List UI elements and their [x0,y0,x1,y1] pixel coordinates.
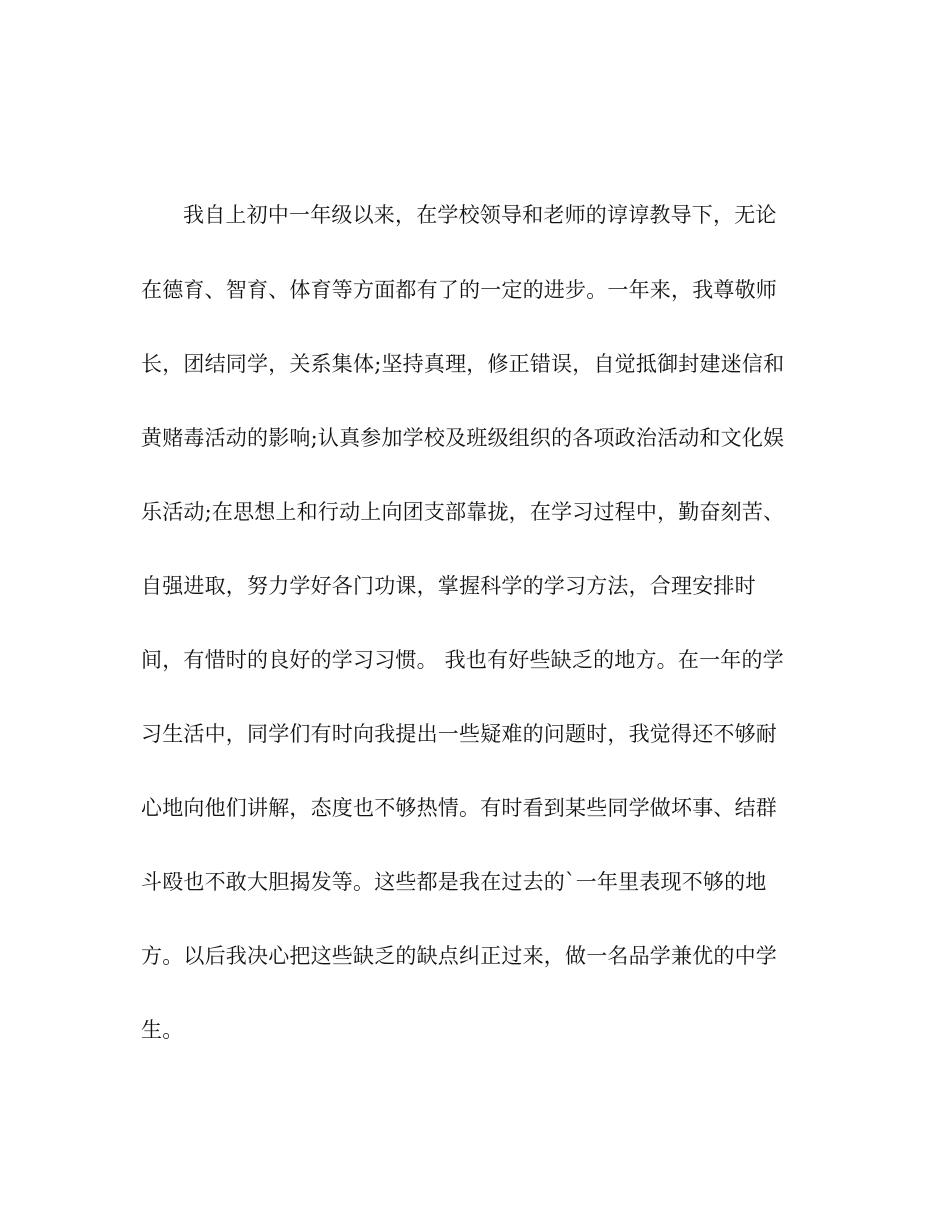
paragraph-line-1: 我自上初中一年级以来，在学校领导和老师的谆谆教导下，无论 [183,203,777,227]
paragraph-line-6: 自强进取，努力学好各门功课，掌握科学的学习方法，合理安排时 [141,574,756,598]
paragraph-line-12: 生。 [141,1018,184,1042]
paragraph-line-10: 斗殴也不敢大胆揭发等。这些都是我在过去的`一年里表现不够的地 [141,870,767,894]
paragraph-line-9: 心地向他们讲解，态度也不够热情。有时看到某些同学做坏事、结群 [141,796,777,820]
paragraph-line-3: 长，团结同学，关系集体;坚持真理，修正错误，自觉抵御封建迷信和 [141,352,785,376]
paragraph-line-4: 黄赌毒活动的影响;认真参加学校及班级组织的各项政治活动和文化娱 [141,426,785,450]
paragraph-line-11: 方。以后我决心把这些缺乏的缺点纠正过来，做一名品学兼优的中学 [141,944,777,968]
paragraph-line-8: 习生活中，同学们有时向我提出一些疑难的问题时，我觉得还不够耐 [141,722,777,746]
paragraph-line-5: 乐活动;在思想上和行动上向团支部靠拢，在学习过程中，勤奋刻苦、 [141,500,785,524]
paragraph-line-7: 间，有惜时的良好的学习习惯。 我也有好些缺乏的地方。在一年的学 [141,648,784,672]
paragraph-line-2: 在德育、智育、体育等方面都有了的一定的进步。一年来，我尊敬师 [141,278,777,302]
